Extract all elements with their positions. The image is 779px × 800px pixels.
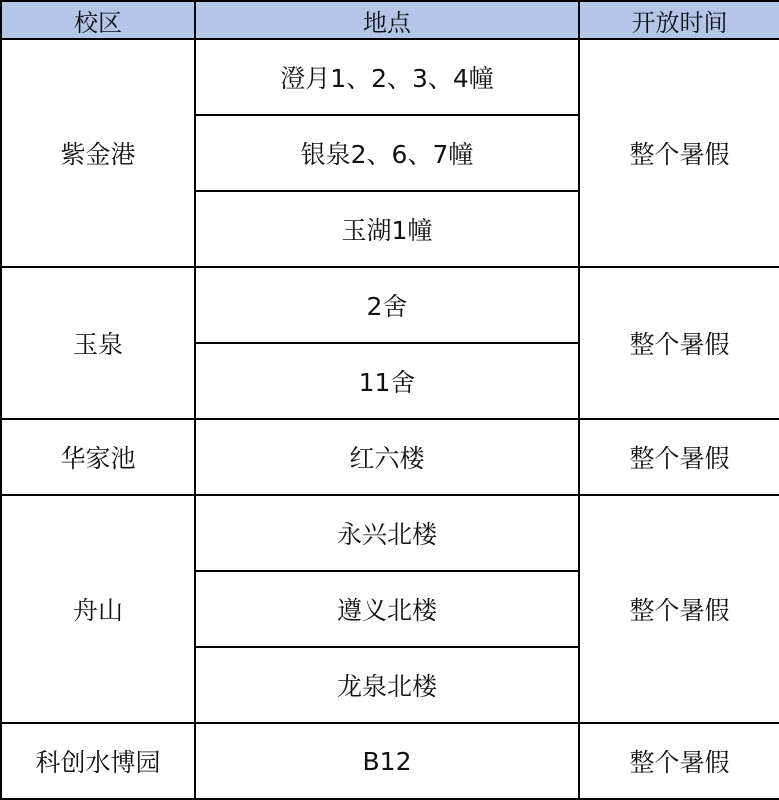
campus-cell: 玉泉 xyxy=(1,267,195,419)
location-cell: B12 xyxy=(195,723,579,799)
location-cell: 玉湖1幢 xyxy=(195,191,579,267)
location-cell: 遵义北楼 xyxy=(195,571,579,647)
open-time-cell: 整个暑假 xyxy=(579,419,779,495)
open-time-cell: 整个暑假 xyxy=(579,723,779,799)
location-cell: 红六楼 xyxy=(195,419,579,495)
location-cell: 11舍 xyxy=(195,343,579,419)
open-time-cell: 整个暑假 xyxy=(579,495,779,723)
campus-cell: 华家池 xyxy=(1,419,195,495)
table-row xyxy=(1,723,779,799)
table-row xyxy=(1,495,779,571)
header-open-time: 开放时间 xyxy=(579,1,779,39)
location-cell: 2舍 xyxy=(195,267,579,343)
table-row xyxy=(1,267,779,343)
table-row xyxy=(1,419,779,495)
open-time-cell: 整个暑假 xyxy=(579,267,779,419)
header-campus: 校区 xyxy=(1,1,195,39)
location-cell: 澄月1、2、3、4幢 xyxy=(195,39,579,115)
location-cell: 永兴北楼 xyxy=(195,495,579,571)
open-time-cell: 整个暑假 xyxy=(579,39,779,267)
campus-cell: 舟山 xyxy=(1,495,195,723)
campus-cell: 科创水博园 xyxy=(1,723,195,799)
campus-cell: 紫金港 xyxy=(1,39,195,267)
location-cell: 龙泉北楼 xyxy=(195,647,579,723)
location-cell: 银泉2、6、7幢 xyxy=(195,115,579,191)
table-header-row xyxy=(1,1,779,39)
header-location: 地点 xyxy=(195,1,579,39)
table-row xyxy=(1,39,779,115)
